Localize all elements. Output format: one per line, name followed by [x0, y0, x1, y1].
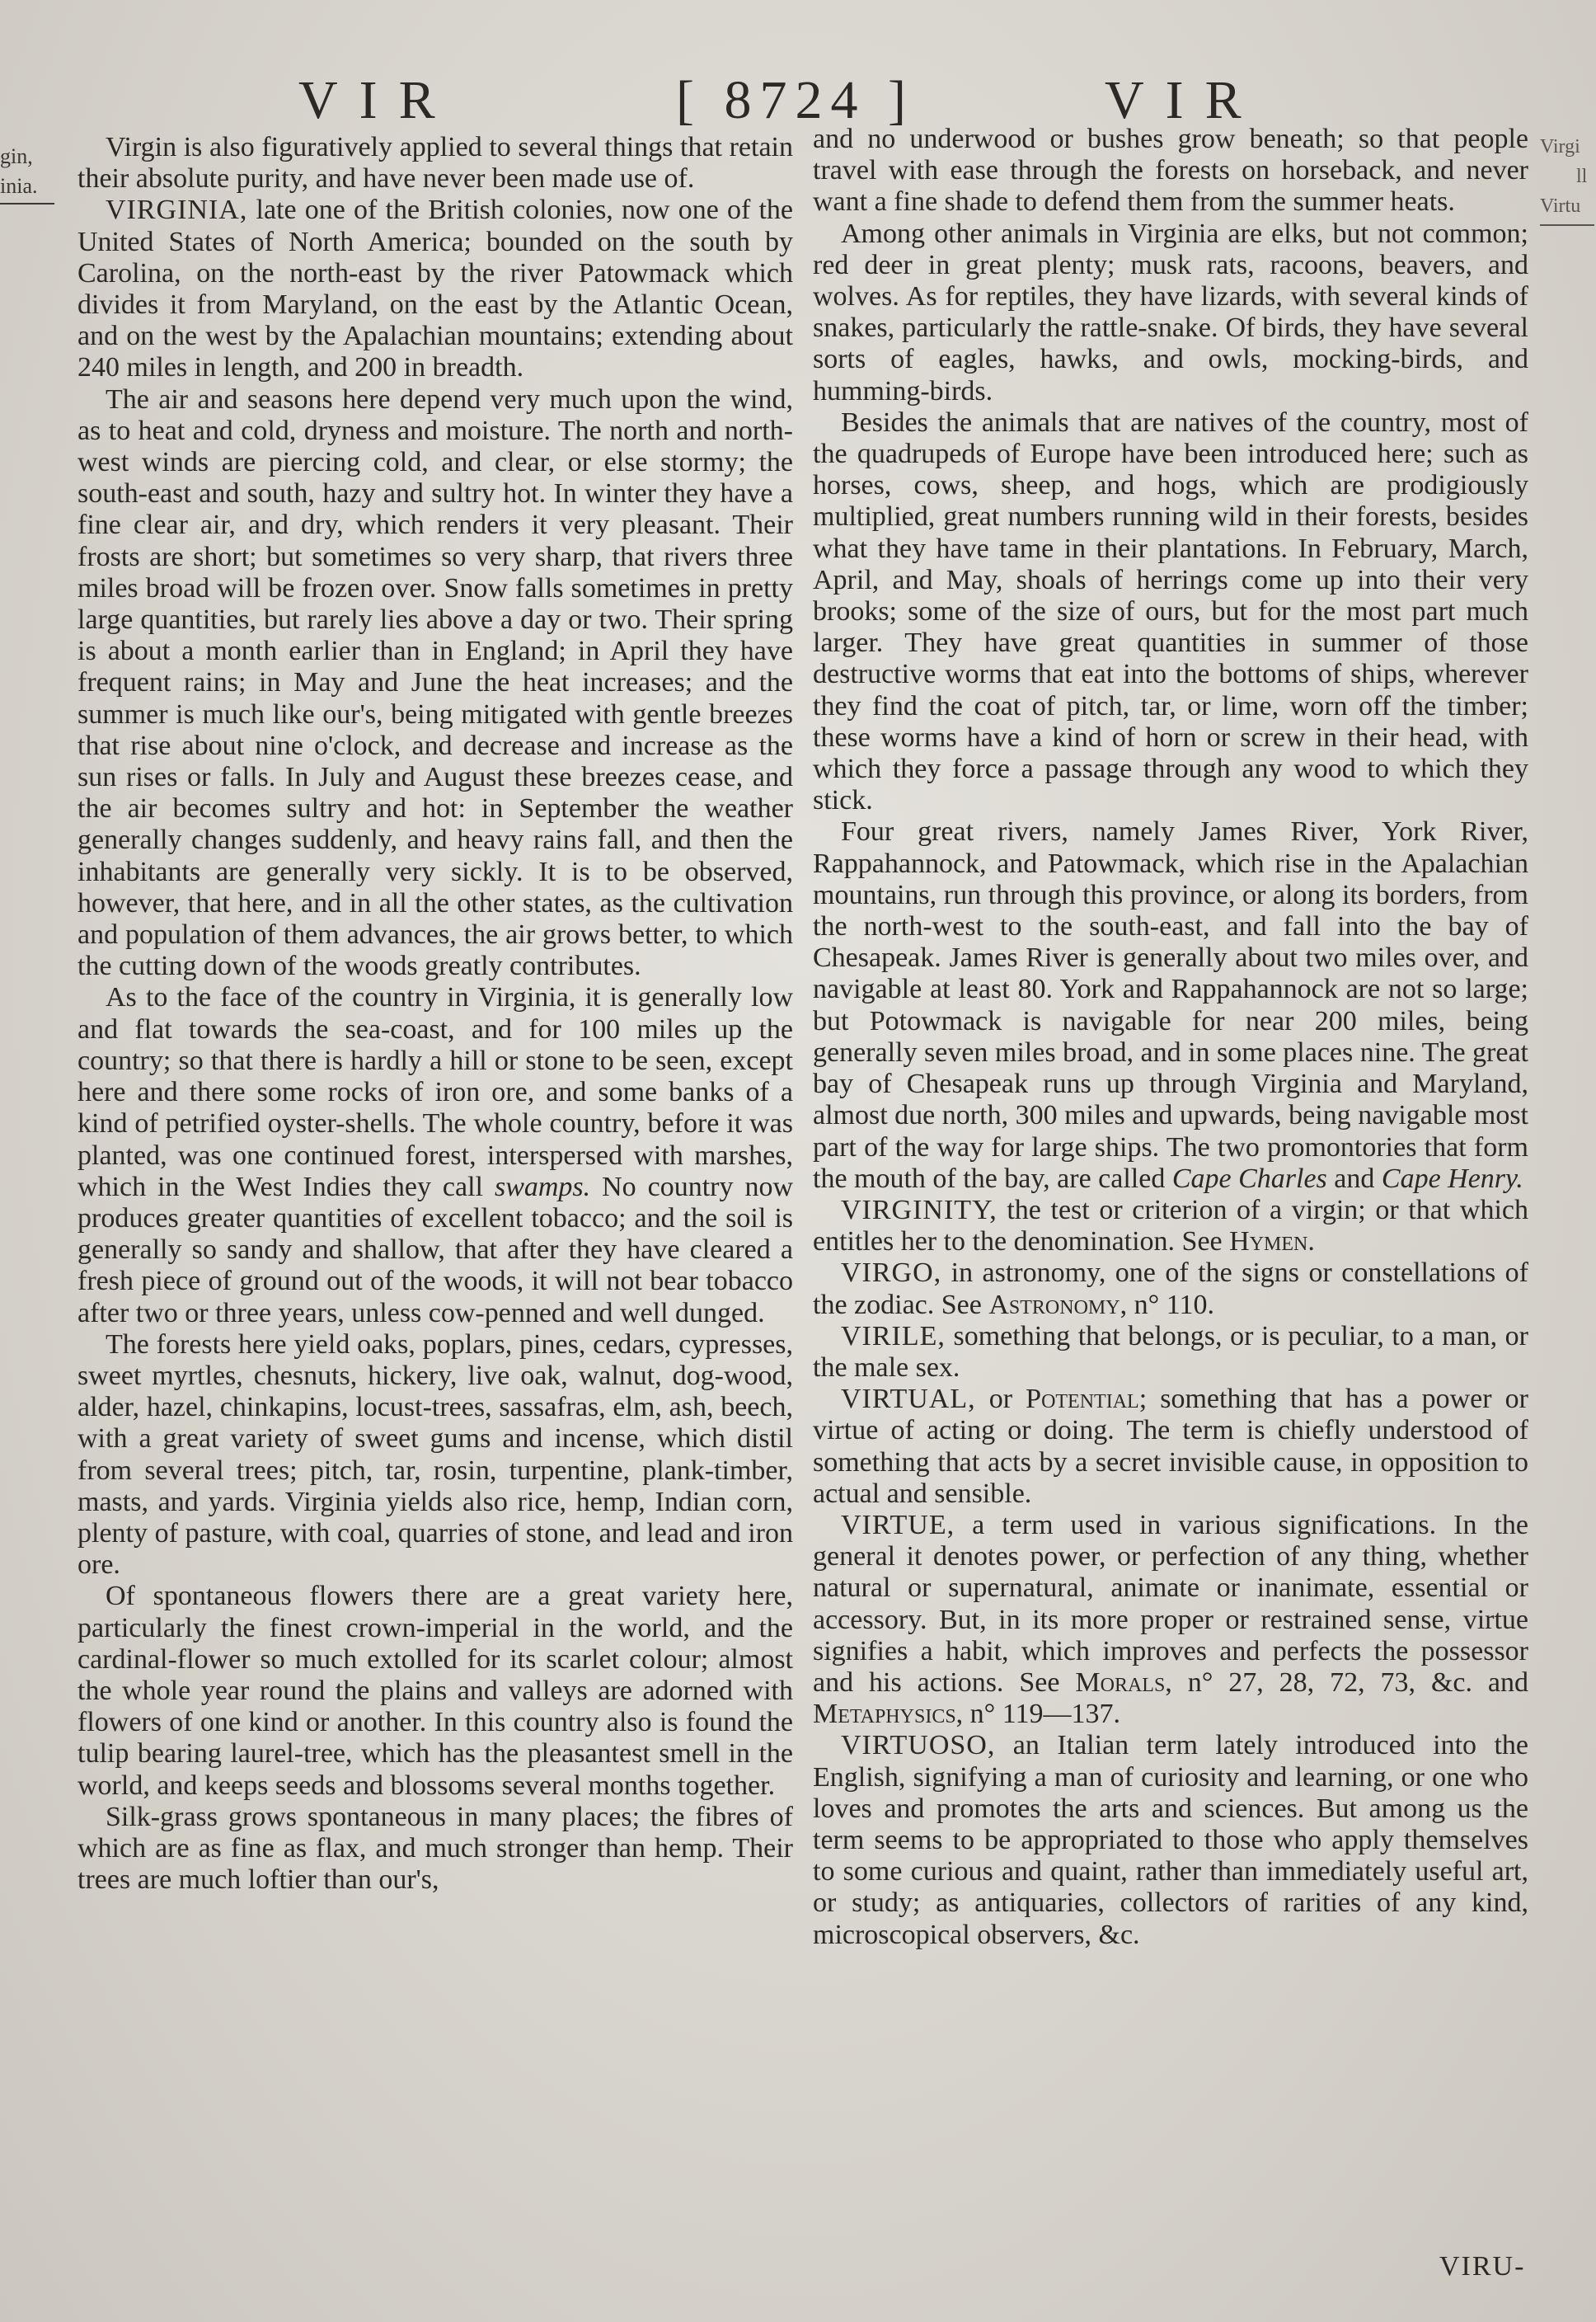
entry-virgo [813, 1257, 1528, 1320]
running-head-left: VIR [298, 70, 457, 130]
left-margin-rule [0, 203, 54, 204]
entry-virginia [77, 195, 793, 383]
entry-virtual [813, 1384, 1528, 1510]
entry-virtue [813, 1510, 1528, 1730]
paragraph-face-of-country [77, 982, 793, 1328]
paragraph-silk-grass: Silk-grass grows spontaneous in many places; the fibres of which are as fine as flax, and much stronger than hemp. Their trees are much loftier than our's, [77, 1801, 793, 1896]
entry-virile [813, 1321, 1528, 1384]
paragraph-text: As to the face of the country in Virginia, it is generally low and flat towards the sea-coast, and for 100 miles up the country; so that there is hardly a hill or stone to be seen, except here and there some rocks of iron ore, and some banks of a kind of petrified oyster-shells. The whole country, before it was planted, was one continued forest, interspersed with marshes, which in the West Indies they call [77, 982, 793, 1202]
cross-reference: Hymen. [1229, 1226, 1315, 1257]
paragraph-climate: The air and seasons here depend very much upon the wind, as to heat and cold, dryness and moisture. The north and north-west winds are piercing cold, and clear, or else stormy; the south-east and south, hazy and sultry hot. In winter they have a fine clear air, and dry, which renders it very pleasant. Their frosts are short; but sometimes so very sharp, that rivers three miles broad will be frozen over. Snow falls sometimes in pretty large quantities, but rarely lies above a day or two. Their spring is about a month earlier than in England; in April they have frequent rains; in May and June the heat increases; and the summer is much like our's, being mitigated with gentle breezes that rise about nine o'clock, and decrease and increase as the sun rises or falls. In July and August these breezes cease, and the air becomes sultry and hot: in September the weather generally changes suddenly, and heavy rains fall, and then the inhabitants are generally very sickly. It is to be observed, however, that here, and in all the other states, as the cultivation and population of them advances, the air grows better, to which the cutting down of the woods greatly contributes. [77, 383, 793, 982]
headword: VIRILE, [841, 1320, 946, 1351]
cross-reference: Metaphysics, [813, 1699, 964, 1730]
paragraph-text: No country now produces greater quantities of excellent tobacco; and the soil is generally so sandy and shallow, that after they have cleared a fresh piece of ground out of the woods, it will not bear tobacco after two or three years, unless cow-penned and well dunged. [77, 1171, 793, 1328]
headword: VIRGO, [841, 1257, 942, 1289]
entry-text: or [975, 1384, 1026, 1415]
running-head-right: VIR [1105, 70, 1263, 130]
paragraph-quadrupeds: Besides the animals that are natives of the country, most of the quadrupeds of Europe have been introduced here; such as horses, cows, sheep, and hogs, which are prodigiously multiplied, great numbers running wild in their forests, besides what they have tame in their plantations. In February, March, April, and May, shoals of herrings come up into their very brooks; some of the size of ours, but for the most part much larger. They have great quantities in summer of those destructive worms that eat into the bottoms of ships, wherever they find the coat of pitch, tar, or lime, worn off the timber; these worms have a kind of horn or screw in their head, with which they force a passage through any wood to which they stick. [813, 407, 1528, 816]
left-margin-line: inia. [0, 174, 38, 198]
italic-term: swamps. [494, 1171, 591, 1202]
right-margin-line: Virtu [1540, 195, 1581, 217]
paragraph-text: and [1326, 1163, 1382, 1194]
right-margin-rule [1540, 224, 1594, 226]
entry-text: an Italian term lately introduced into the English, signifying a man of curiosity and learning, or one who loves and promotes the arts and sciences. But among us the term seems to be appropriated to those who apply themselves to some curious and quaint, rather than immediately useful art, or study; as antiquaries, collectors of rarities of any kind, microscopical observers, &c. [813, 1730, 1528, 1950]
entry-text: n° 110. [1127, 1289, 1214, 1320]
cross-reference: Morals, [1075, 1666, 1172, 1698]
italic-place: Cape Henry. [1381, 1163, 1523, 1194]
headword: VIRTUOSO, [841, 1730, 996, 1761]
entry-text: something that has a power or virtue of acting or doing. The term is chiefly understood of something that acts by a secret invisible cause, in opposition to actual and sensible. [813, 1384, 1528, 1509]
paragraph-text: Four great rivers, namely James River, York River, Rappahannock, and Patowmack, which rise in the Apalachian mountains, run through this province, or along its borders, from the north-west to the south-east, and fall into the bay of Chesapeak. James River is generally about two miles over, and navigable at least 80. York and Rappahannock are not so large; but Potowmack is navigable for near 200 miles, being generally seven miles broad, and in some places nine. The great bay of Chesapeak runs up through Virginia and Maryland, almost due north, 300 miles and upwards, being navigable most part of the way for large ships. The two promontories that form the mouth of the bay, are called [813, 816, 1528, 1194]
left-margin-fragment [0, 142, 59, 204]
entry-text: n° 119—137. [963, 1699, 1121, 1730]
entry-text: late one of the British colonies, now one of the United States of North America; bounded on the south by Carolina, on the north-east by the river Patowmack which divides it from Maryland, on the east by the Atlantic Ocean, and on the west by the Apalachian mountains; extending about 240 miles in length, and 200 in breadth. [77, 195, 793, 383]
left-column [77, 132, 793, 1896]
entry-text: something that belongs, or is peculiar, to a man, or the male sex. [813, 1320, 1528, 1383]
right-margin-line: Virgi [1540, 136, 1580, 157]
right-margin-line: ll [1576, 166, 1588, 187]
catchword: VIRU- [1439, 2251, 1526, 2282]
alternate-term: Potential; [1026, 1384, 1148, 1415]
headword: VIRGINITY, [841, 1194, 998, 1225]
entry-text: in astronomy, one of the signs or constellations of the zodiac. See [813, 1257, 1528, 1320]
headword: VIRGINIA, [106, 195, 248, 226]
cross-reference: Astronomy, [988, 1289, 1128, 1320]
entry-text: a term used in various significations. In the general it denotes power, or perfection of any thing, whether natural or supernatural, animate or inanimate, essential or accessory. But, in its more proper or restrained sense, virtue signifies a habit, which improves and perfects the possessor and his actions. See [813, 1509, 1528, 1698]
entry-text: the test or criterion of a virgin; or that which entitles her to the denomination. See [813, 1194, 1528, 1257]
entry-text: n° 27, 28, 72, 73, &c. and [1171, 1666, 1528, 1698]
italic-place: Cape Charles [1171, 1163, 1327, 1194]
right-column [813, 124, 1528, 1951]
entry-virginity [813, 1195, 1528, 1257]
right-margin-fragment [1540, 132, 1596, 226]
headword: VIRTUAL, [841, 1384, 976, 1415]
entry-virtuoso [813, 1730, 1528, 1950]
paragraph-animals: Among other animals in Virginia are elks, but not common; red deer in great plenty; musk rats, racoons, beavers, and wolves. As for reptiles, they have lizards, with several kinds of snakes, particularly the rattle-snake. Of birds, they have several sorts of eagles, hawks, and owls, mocking-birds, and humming-birds. [813, 218, 1528, 407]
paragraph-forests: The forests here yield oaks, poplars, pines, cedars, cypresses, sweet myrtles, chesnuts, hickery, live oak, walnut, dog-wood, alder, hazel, chinkapins, locust-trees, sassafras, elm, ash, beech, with a great variety of sweet gums and incense, which distil from several trees; pitch, tar, rosin, turpentine, plank-timber, masts, and yards. Virginia yields also rice, hemp, Indian corn, plenty of pasture, with coal, quarries of stone, and lead and iron ore. [77, 1328, 793, 1581]
paragraph-virgin: Virgin is also figuratively applied to several things that retain their absolute purity, and have never been made use of. [77, 132, 793, 195]
page-number: [ 8724 ] [676, 70, 914, 130]
headword: VIRTUE, [841, 1509, 955, 1540]
paragraph-underwood: and no underwood or bushes grow beneath; so that people travel with ease through the forests on horseback, and never want a fine shade to defend them from the summer heats. [813, 124, 1528, 218]
paragraph-flowers: Of spontaneous flowers there are a great variety here, particularly the finest crown-imperial in the world, and the cardinal-flower so much extolled for its scarlet colour; almost the whole year round the plains and valleys are adorned with flowers of one kind or another. In this country also is found the tulip bearing laurel-tree, which has the pleasantest smell in the world, and keeps seeds and blossoms several months together. [77, 1581, 793, 1801]
left-margin-line: gin, [0, 144, 33, 168]
paragraph-rivers [813, 816, 1528, 1194]
